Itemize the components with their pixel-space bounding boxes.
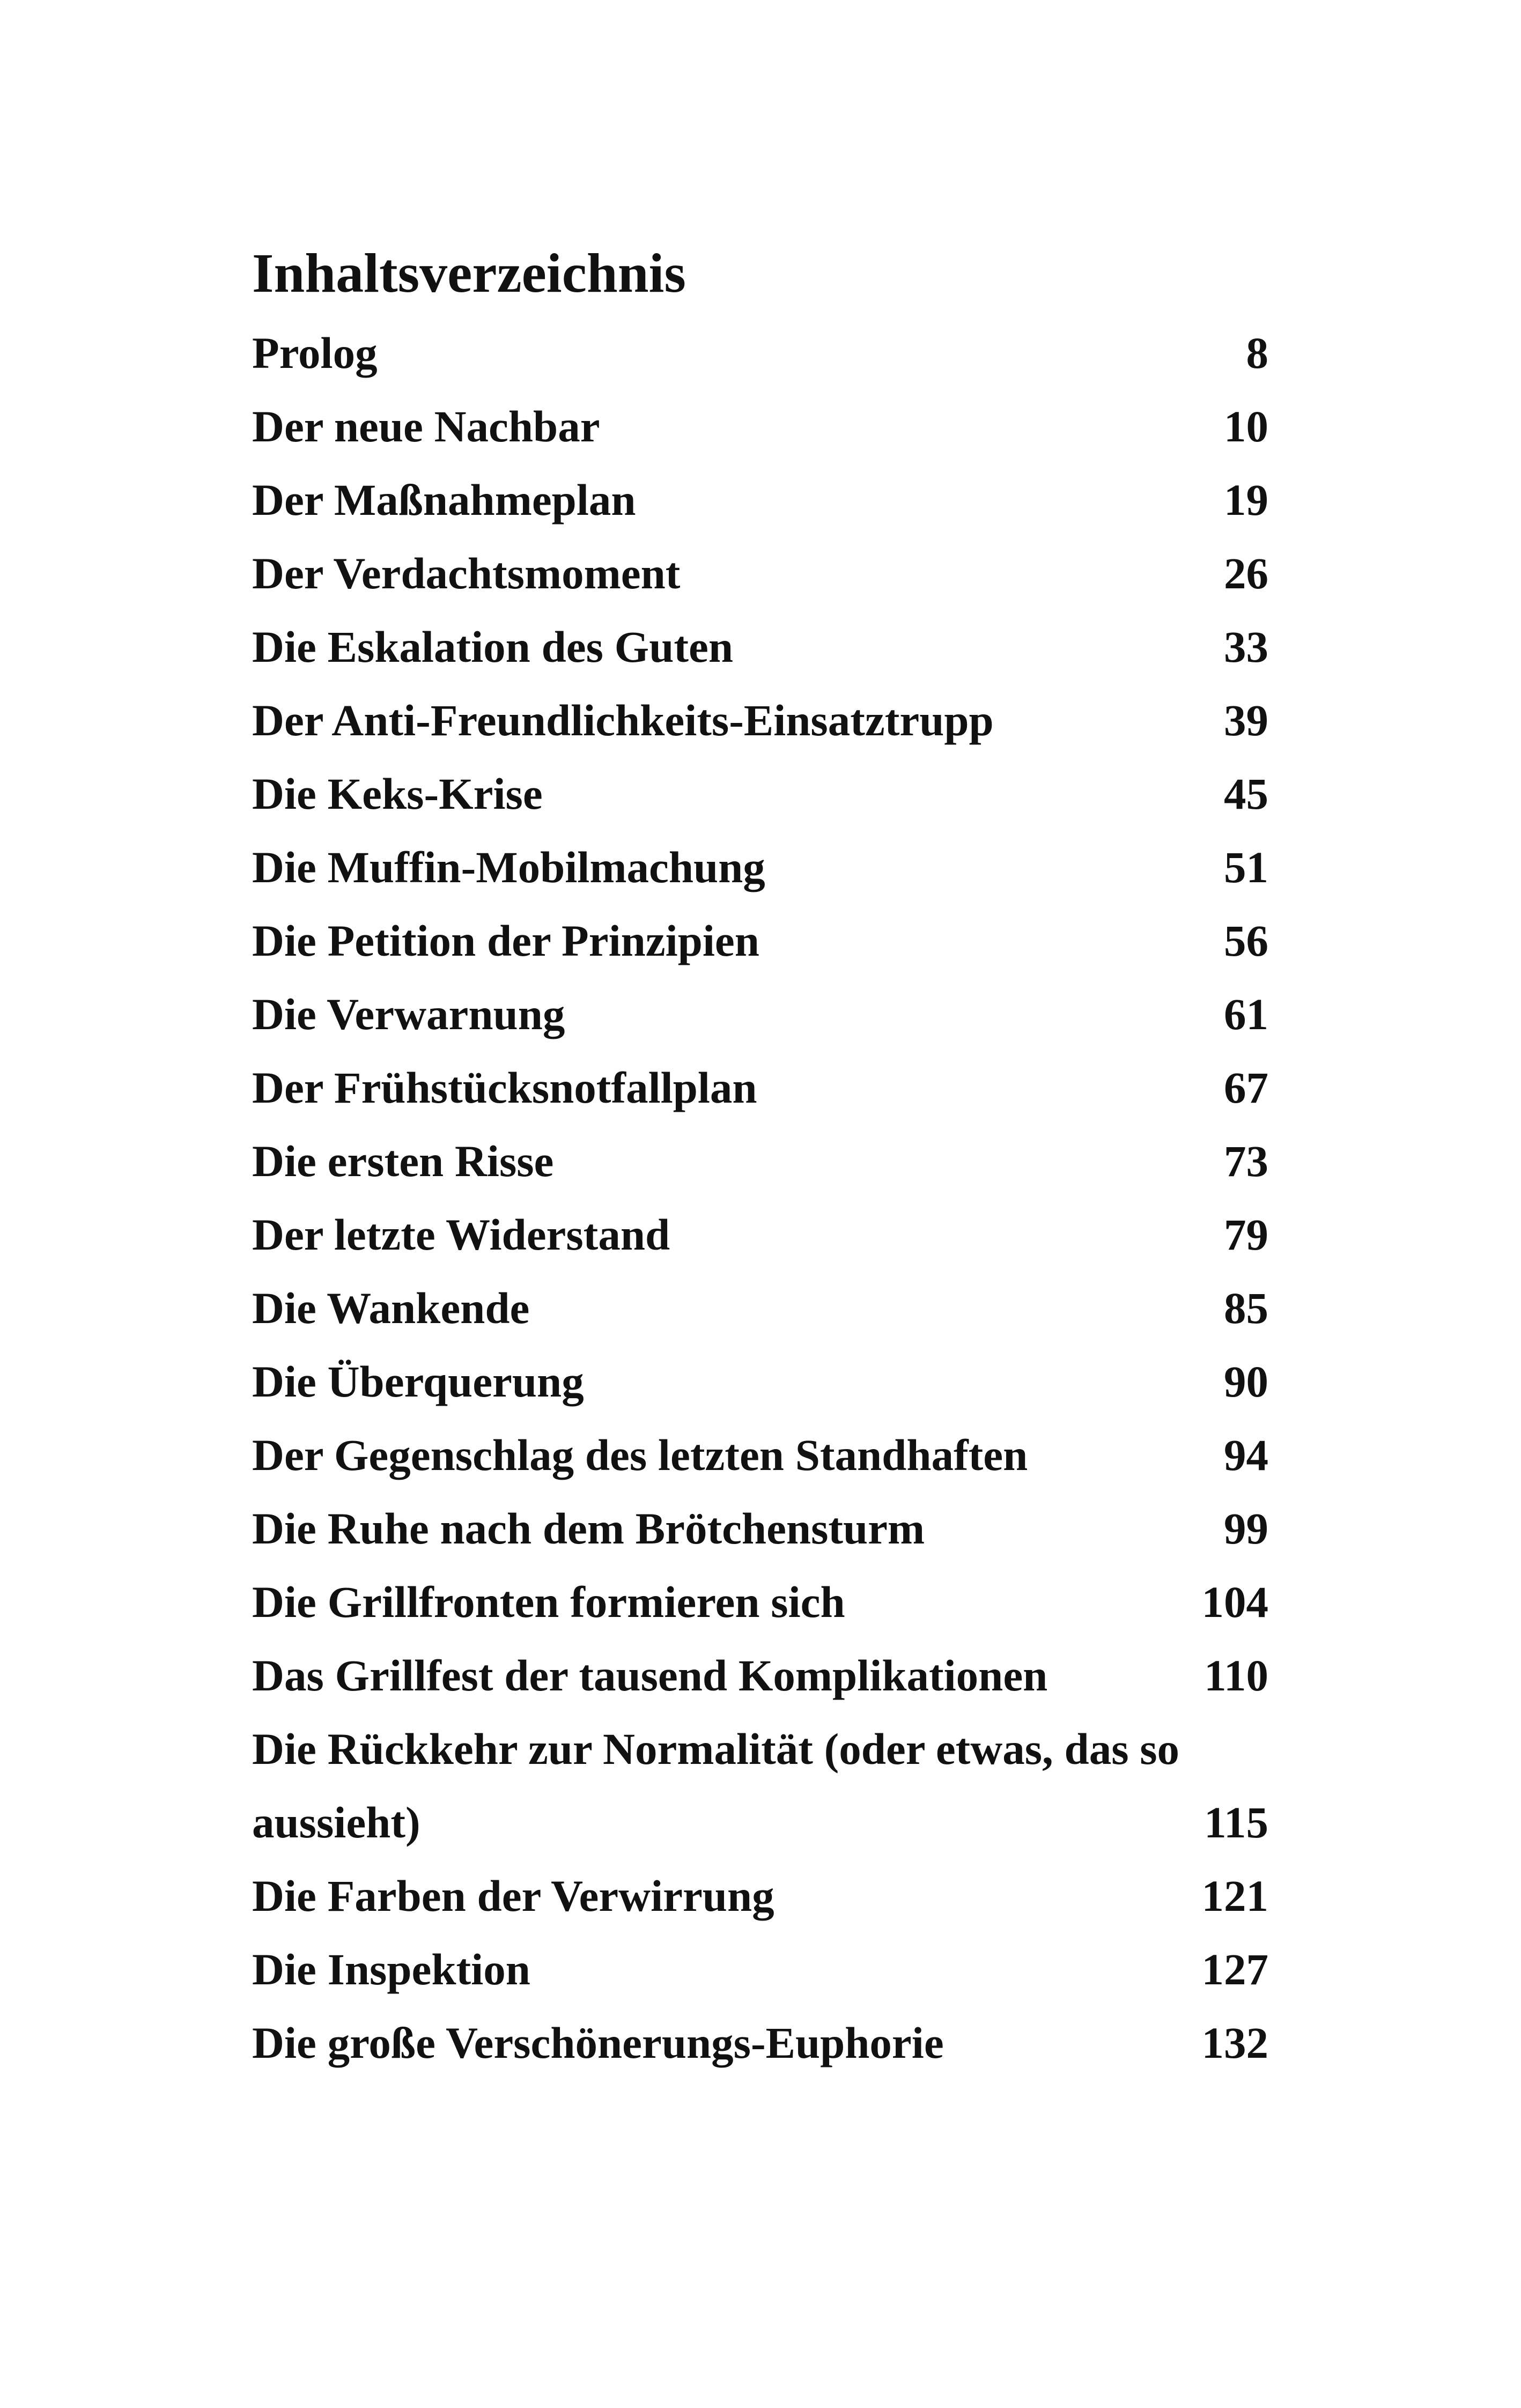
toc-entry-page-number: 61 — [1224, 989, 1268, 1039]
toc-entry — [252, 537, 1268, 610]
toc-entry-page-number: 94 — [1224, 1430, 1268, 1480]
toc-entry — [252, 1198, 1268, 1272]
toc-entry-title: Die große Verschönerungs-Euphorie — [252, 2018, 944, 2067]
toc-entry-page-number: 104 — [1201, 1577, 1268, 1627]
toc-entry-title: Die Wankende — [252, 1283, 530, 1333]
toc-entry-page-number: 26 — [1224, 549, 1268, 598]
toc-entry-title: Der Verdachtsmoment — [252, 549, 681, 598]
toc-entry — [252, 978, 1268, 1051]
toc-entry-page-number: 67 — [1224, 1063, 1268, 1112]
toc-entry — [252, 757, 1268, 831]
toc-entry-page-number: 56 — [1224, 916, 1268, 965]
toc-entry — [252, 1345, 1268, 1419]
toc-entry — [252, 1933, 1268, 2006]
toc-entry — [252, 1419, 1268, 1492]
toc-entry — [252, 2006, 1268, 2080]
toc-entry — [252, 1859, 1268, 1933]
toc-entry-title: Der Maßnahmeplan — [252, 475, 636, 525]
toc-entry-title: Der letzte Widerstand — [252, 1210, 670, 1259]
toc-entry — [252, 831, 1268, 904]
toc-entry-page-number: 115 — [1204, 1798, 1268, 1847]
toc-entry — [252, 1125, 1268, 1198]
toc-entry-title: Die Muffin-Mobilmachung — [252, 843, 765, 892]
toc-entry-title: Das Grillfest der tausend Komplikationen — [252, 1651, 1048, 1700]
toc-entry — [252, 1272, 1268, 1345]
toc-entry-page-number: 110 — [1204, 1651, 1268, 1700]
toc-entry-page-number: 127 — [1201, 1945, 1268, 1994]
toc-entry-page-number: 8 — [1246, 328, 1268, 378]
toc-entry — [252, 390, 1268, 463]
toc-entry-page-number: 45 — [1224, 769, 1268, 818]
toc-entry-title: Die Farben der Verwirrung — [252, 1871, 774, 1921]
toc-entry-page-number: 85 — [1224, 1283, 1268, 1333]
toc-entry-page-number: 51 — [1224, 843, 1268, 892]
toc-entry-title: Die ersten Risse — [252, 1136, 554, 1186]
toc-entry — [252, 904, 1268, 978]
toc-entry-page-number: 73 — [1224, 1136, 1268, 1186]
toc-entry-title: Der neue Nachbar — [252, 402, 600, 451]
toc-entry-page-number: 99 — [1224, 1504, 1268, 1553]
toc-entry-title: Die Keks-Krise — [252, 769, 543, 818]
toc-entry — [252, 463, 1268, 537]
toc-entry-page-number: 90 — [1224, 1357, 1268, 1406]
toc-entry — [252, 684, 1268, 757]
toc-entry — [252, 1492, 1268, 1565]
toc-entry-title: Die Inspektion — [252, 1945, 530, 1994]
toc-entry — [252, 1565, 1268, 1639]
toc-entry-page-number: 132 — [1201, 2018, 1268, 2067]
toc-entry-title: Die Ruhe nach dem Brötchensturm — [252, 1504, 925, 1553]
page-title: Inhaltsverzeichnis — [252, 242, 686, 304]
toc-entry — [252, 1712, 1268, 1859]
toc-entry-title: Der Anti-Freundlichkeits-Einsatztrupp — [252, 696, 994, 745]
toc-entry-title: Die Verwarnung — [252, 989, 565, 1039]
toc-entry-title: Der Gegenschlag des letzten Standhaften — [252, 1430, 1028, 1480]
toc-entry-title: Die Eskalation des Guten — [252, 622, 733, 671]
toc-entry-page-number: 121 — [1201, 1871, 1268, 1921]
toc-entry-title: Die Überquerung — [252, 1357, 584, 1406]
toc-entry-title: Die Petition der Prinzipien — [252, 916, 759, 965]
toc-entry — [252, 1639, 1268, 1712]
toc-entry-page-number: 39 — [1224, 696, 1268, 745]
toc-entry-page-number: 19 — [1224, 475, 1268, 525]
toc-entry-title: Die Rückkehr zur Normalität (oder etwas, das so aussieht) — [252, 1724, 1180, 1847]
toc-entry — [252, 1051, 1268, 1125]
toc-entry-title: Die Grillfronten formieren sich — [252, 1577, 845, 1627]
toc-entry-page-number: 10 — [1224, 402, 1268, 451]
toc-entry — [252, 316, 1268, 390]
toc-entry-page-number: 33 — [1224, 622, 1268, 671]
toc-entry — [252, 610, 1268, 684]
toc-entry-page-number: 79 — [1224, 1210, 1268, 1259]
toc-entry-title: Prolog — [252, 328, 378, 378]
toc-entry-title: Der Frühstücksnotfallplan — [252, 1063, 757, 1112]
table-of-contents — [252, 316, 1268, 2080]
